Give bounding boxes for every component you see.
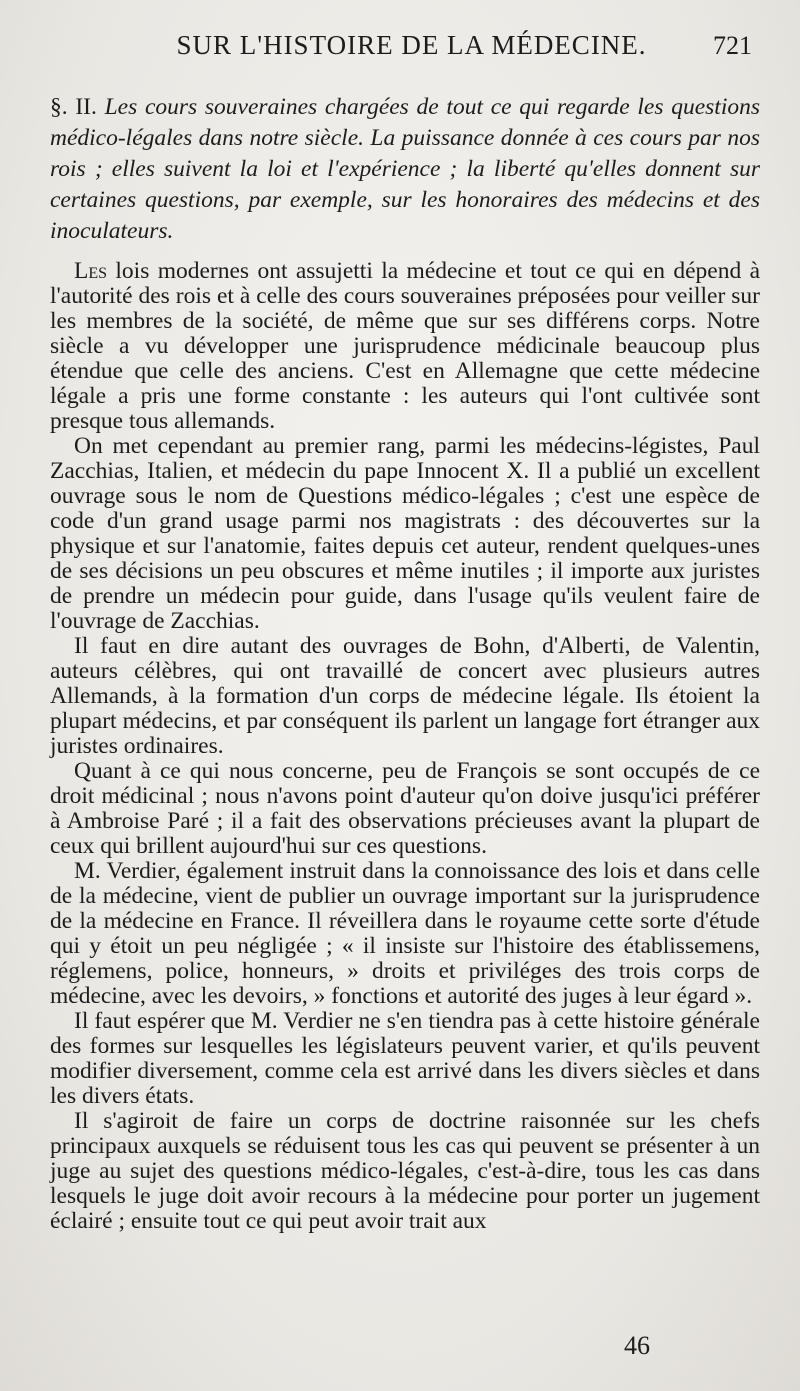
paragraph-1-first-word: Les [74, 258, 108, 284]
section-summary-text: Les cours souveraines chargées de tout ce qui regarde les questions médico-légales dans notre siècle. La puissance donnée à ces cours par nos rois ; elles suivent la loi et l'expérience ; la liberté qu'elles donnent sur certaines questions, par exemple, sur les honoraires des médecins et des inoculateurs. [50, 94, 760, 244]
paragraph-2: On met cependant au premier rang, parmi les médecins-légistes, Paul Zacchias, Italien, et médecin du pape Innocent X. Il a publié un excellent ouvrage sous le nom de Questions médico-légales ; c'est une espèce de code d'un grand usage parmi nos magistrats : des découvertes sur la physique et sur l'anatomie, faites depuis cet auteur, rendent quelques-unes de ses décisions un peu obscures et même inutiles ; il importe aux juristes de prendre un médecin pour guide, dans l'usage qu'ils veulent faire de l'ouvrage de Zacchias. [50, 433, 760, 634]
paragraph-3: Il faut en dire autant des ouvrages de Bohn, d'Alberti, de Valentin, auteurs célèbres, qui ont travaillé de concert avec plusieurs autres Allemands, à la formation d'un corps de médecine légale. Ils étoient la plupart médecins, et par conséquent ils parlent un langage fort étranger aux juristes ordinaires. [50, 633, 760, 759]
running-head [50, 30, 760, 74]
paragraph-1-text: lois modernes ont assujetti la médecine et tout ce qui en dépend à l'autorité des rois et à celle des cours souveraines préposées pour veiller sur les membres de la société, de même que sur ses différens corps. Notre siècle a vu développer une jurisprudence médicinale beaucoup plus étendue que celle des anciens. C'est en Allemagne que cette médecine légale a pris une forme constante : les auteurs qui l'ont cultivée sont presque tous allemands. [50, 258, 760, 434]
paragraph-7: Il s'agiroit de faire un corps de doctrine raisonnée sur les chefs principaux auxquels se réduisent tous les cas qui peuvent se présenter à un juge au sujet des questions médico-légales, c'est-à-dire, tous les cas dans lesquels le juge doit avoir recours à la médecine pour porter un jugement éclairé ; ensuite tout ce qui peut avoir trait aux [50, 1108, 760, 1234]
signature-mark: 46 [624, 1331, 650, 1360]
section-summary [50, 92, 760, 247]
running-title: SUR L'HISTOIRE DE LA MÉDECINE. [176, 30, 647, 60]
paragraph-6: Il faut espérer que M. Verdier ne s'en tiendra pas à cette histoire générale des formes sur lesquelles les législateurs peuvent varier, et qu'ils peuvent modifier diversement, comme cela est arrivé dans les divers siècles et dans les divers états. [50, 1008, 760, 1109]
page-number: 721 [713, 31, 752, 60]
paragraph-4: Quant à ce qui nous concerne, peu de François se sont occupés de ce droit médicinal ; nous n'avons point d'auteur qu'on doive jusqu'ici préférer à Ambroise Paré ; il a fait des observations précieuses avant la plupart de ceux qui brillent aujourd'hui sur ces questions. [50, 758, 760, 859]
paragraph-1 [50, 259, 760, 434]
paragraph-5: M. Verdier, également instruit dans la connoissance des lois et dans celle de la médecine, vient de publier un ouvrage important sur la jurisprudence de la médecine en France. Il réveillera dans le royaume cette sorte d'étude qui y étoit un peu négligée ; « il insiste sur l'histoire des établissemens, réglemens, police, honneurs, » droits et priviléges des trois corps de médecine, avec les devoirs, » fonctions et autorité des juges à leur égard ». [50, 858, 760, 1009]
section-mark: §. II. [50, 94, 97, 120]
